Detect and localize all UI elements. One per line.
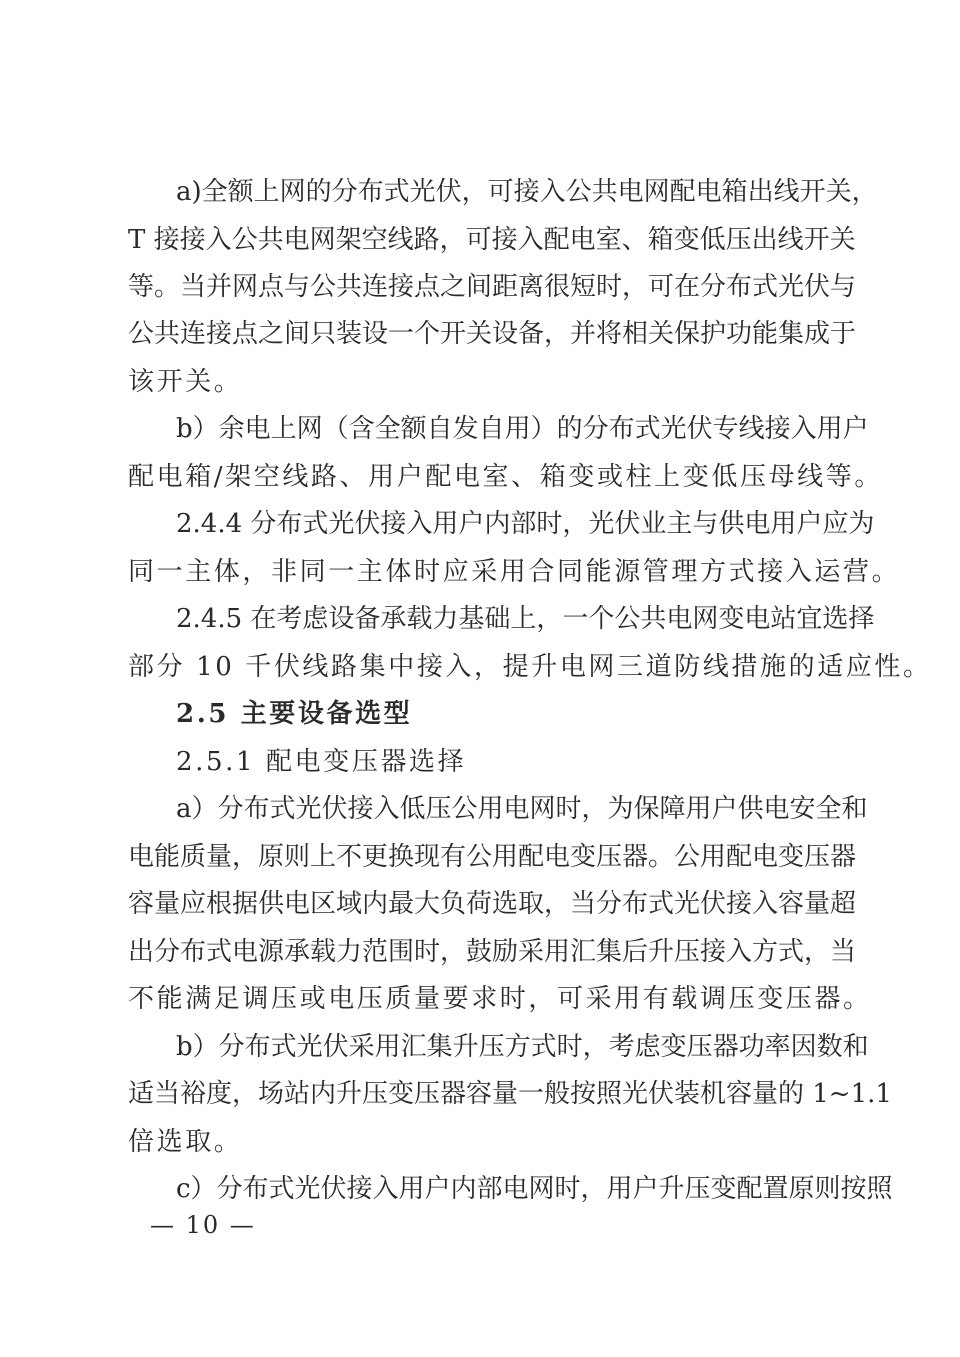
paragraph-a-line-1: a)全额上网的分布式光伏，可接入公共电网配电箱出线开关， [176, 177, 878, 207]
page-number: — 10 — [150, 1211, 256, 1239]
item-c-line-1: c）分布式光伏接入用户内部电网时，用户升压变配置原则按照 [176, 1174, 893, 1204]
item-a-line-1: a）分布式光伏接入低压公用电网时，为保障用户供电安全和 [176, 794, 868, 824]
paragraph-a-line-4: 公共连接点之间只装设一个开关设备，并将相关保护功能集成于 [128, 319, 857, 349]
item-b-line-2: 适当裕度，场站内升压变压器容量一般按照光伏装机容量的 1~1.1 [128, 1079, 892, 1109]
clause-2-4-4-line-2: 同一主体，非同一主体时应采用合同能源管理方式接入运营。 [128, 557, 901, 587]
paragraph-b-line-1: b）余电上网（含全额自发自用）的分布式光伏专线接入用户 [176, 414, 869, 444]
section-heading-2-5: 2.5 主要设备选型 [176, 699, 413, 729]
item-a-line-2: 电能质量，原则上不更换现有公用配电变压器。公用配电变压器 [128, 842, 857, 872]
paragraph-a-line-2: T 接接入公共电网架空线路，可接入配电室、箱变低压出线开关 [128, 225, 856, 255]
paragraph-b-line-2: 配电箱/架空线路、用户配电室、箱变或柱上变低压母线等。 [128, 462, 883, 492]
clause-2-4-5-line-2: 部分 10 千伏线路集中接入，提升电网三道防线措施的适应性。 [128, 652, 932, 682]
item-a-line-5: 不能满足调压或电压质量要求时，可采用有载调压变压器。 [128, 984, 872, 1014]
item-b-line-3: 倍选取。 [128, 1127, 243, 1157]
paragraph-a-line-5: 该开关。 [128, 367, 243, 397]
paragraph-a-line-3: 等。当并网点与公共连接点之间距离很短时，可在分布式光伏与 [128, 272, 857, 302]
clause-2-4-4-line-1: 2.4.4 分布式光伏接入用户内部时，光伏业主与供电用户应为 [176, 509, 875, 539]
item-a-line-3: 容量应根据供电区域内最大负荷选取，当分布式光伏接入容量超 [128, 889, 857, 919]
item-a-line-4: 出分布式电源承载力范围时，鼓励采用汇集后升压接入方式，当 [128, 937, 857, 967]
item-b-line-1: b）分布式光伏采用汇集升压方式时，考虑变压器功率因数和 [176, 1032, 869, 1062]
clause-2-4-5-line-1: 2.4.5 在考虑设备承载力基础上，一个公共电网变电站宜选择 [176, 604, 875, 634]
subsection-heading-2-5-1: 2.5.1 配电变压器选择 [176, 747, 467, 777]
